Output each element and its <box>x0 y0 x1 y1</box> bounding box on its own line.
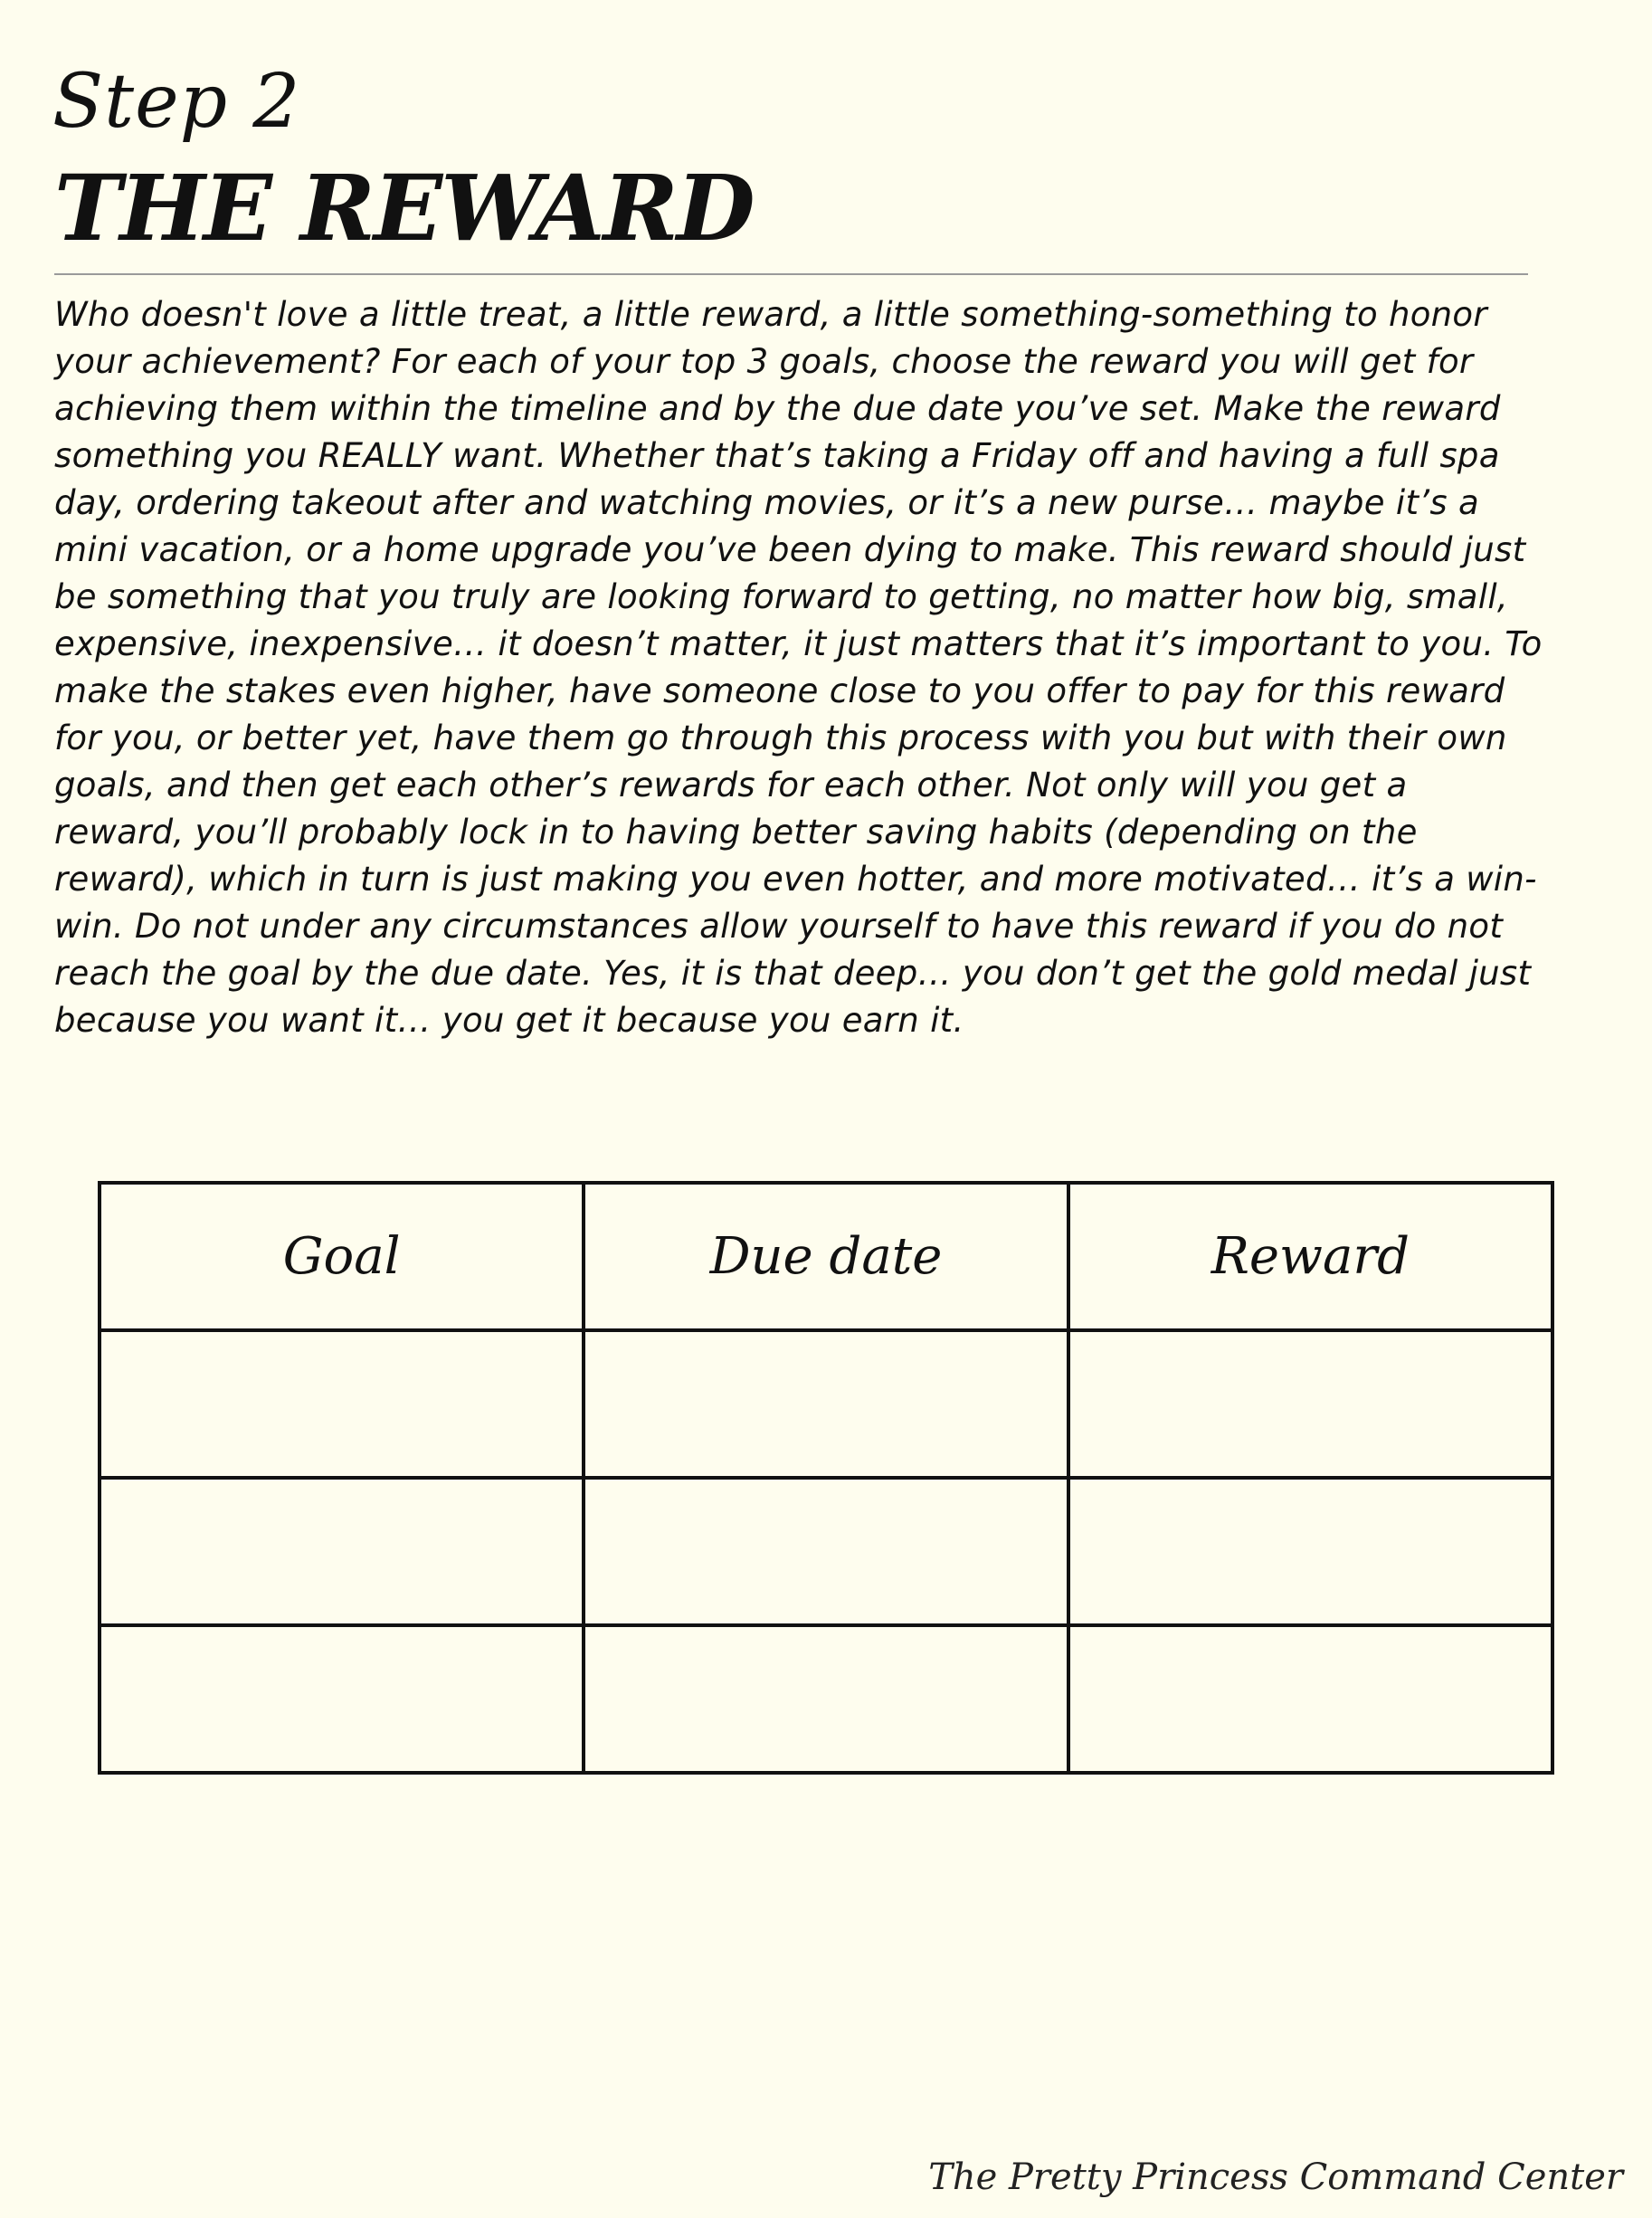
rewards-table <box>98 1181 1554 1775</box>
table-header-row <box>100 1183 1552 1330</box>
goal-column-header: Goal <box>100 1183 584 1330</box>
due-date-cell[interactable] <box>584 1478 1068 1625</box>
reward-column-header: Reward <box>1068 1183 1552 1330</box>
step-label: Step 2 <box>52 59 301 145</box>
table-row <box>100 1625 1552 1773</box>
due-date-column-header: Due date <box>584 1183 1068 1330</box>
footer-brand: The Pretty Princess Command Center <box>928 2156 1623 2198</box>
goal-cell[interactable] <box>100 1478 584 1625</box>
title-divider <box>54 273 1528 275</box>
intro-paragraph: Who doesn't love a little treat, a little reward, a little something-something to honor your achievement? For each of your top 3 goals, choose the reward you will get for achieving them within the timeline and by the due date you’ve set. Make the reward something you REALLY want. Whether that’s taking a Friday off and having a full spa day, ordering takeout after and watching movies, or it’s a new purse… maybe it’s a mini vacation, or a home upgrade you’ve been dying to make. This reward should just be something that you truly are looking forward to getting, no matter how big, small, expensive, inexpensive… it doesn’t matter, it just matters that it’s important to you. To make the stakes even higher, have someone close to you offer to pay for this reward for you, or better yet, have them go through this process with you but with their own goals, and then get each other’s rewards for each other. Not only will you get a reward, you’ll probably lock in to having better saving habits (depending on the reward), which in turn is just making you even hotter, and more motivated… it’s a win-win. Do not under any circumstances allow yourself to have this reward if you do not reach the goal by the due date. Yes, it is that deep… you don’t get the gold medal just because you want it… you get it because you earn it. <box>54 295 1543 1040</box>
reward-cell[interactable] <box>1068 1625 1552 1773</box>
goal-cell[interactable] <box>100 1625 584 1773</box>
goal-cell[interactable] <box>100 1330 584 1478</box>
page-title: THE REWARD <box>54 155 754 262</box>
reward-cell[interactable] <box>1068 1478 1552 1625</box>
table-row <box>100 1330 1552 1478</box>
table-row <box>100 1478 1552 1625</box>
due-date-cell[interactable] <box>584 1330 1068 1478</box>
reward-cell[interactable] <box>1068 1330 1552 1478</box>
due-date-cell[interactable] <box>584 1625 1068 1773</box>
